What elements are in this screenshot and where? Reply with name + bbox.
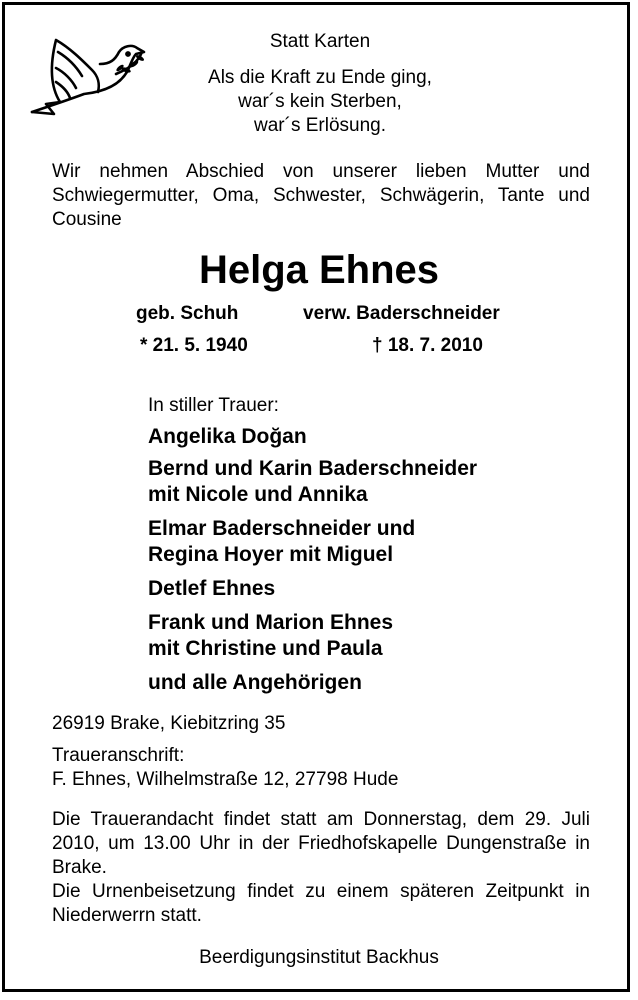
- home-address: 26919 Brake, Kiebitzring 35: [52, 713, 286, 734]
- mourner-line: Bernd und Karin Baderschneider: [148, 457, 478, 480]
- mourner-line: mit Nicole und Annika: [148, 483, 368, 506]
- poem-line-1: Als die Kraft zu Ende ging,: [208, 67, 432, 88]
- poem-line-2: war´s kein Sterben,: [238, 91, 402, 112]
- intro-text: Wir nehmen Abschied von unserer lieben Mutter und Schwiegermutter, Oma, Schwester, Schwägerin, Tante und Cousine: [52, 161, 590, 230]
- poem-line-3: war´s Erlösung.: [254, 115, 386, 136]
- birth-name: geb. Schuh: [136, 303, 239, 324]
- death-date: † 18. 7. 2010: [372, 335, 483, 356]
- mourning-address-value: F. Ehnes, Wilhelmstraße 12, 27798 Hude: [52, 769, 399, 790]
- mourner-line: Elmar Baderschneider und: [148, 517, 416, 540]
- service-details: Die Trauerandacht findet statt am Donnerstag, dem 29. Juli 2010, um 13.00 Uhr in der Friedhofskapelle Dungenstraße in Brake.: [52, 809, 590, 878]
- mourner-line: Frank und Marion Ehnes: [148, 611, 394, 634]
- deceased-name: Helga Ehnes: [198, 248, 440, 292]
- widowed-name: verw. Baderschneider: [303, 303, 500, 324]
- mourners-heading: In stiller Trauer:: [148, 395, 279, 416]
- mourning-address-label: Traueranschrift:: [52, 745, 185, 766]
- mourner-line: und alle Angehörigen: [148, 671, 362, 694]
- mourner-line: mit Christine und Paula: [148, 637, 383, 660]
- burial-details: Die Urnenbeisetzung findet zu einem späteren Zeitpunkt in Niederwerrn statt.: [52, 881, 590, 926]
- mourner-line: Angelika Doğan: [148, 425, 307, 448]
- dove-with-branch-icon: [20, 32, 150, 122]
- mourner-line: Detlef Ehnes: [148, 577, 276, 600]
- funeral-home: Beerdigungsinstitut Backhus: [199, 947, 439, 968]
- statt-karten: Statt Karten: [269, 31, 371, 52]
- mourner-line: Regina Hoyer mit Miguel: [148, 543, 394, 566]
- birth-date: * 21. 5. 1940: [140, 335, 248, 356]
